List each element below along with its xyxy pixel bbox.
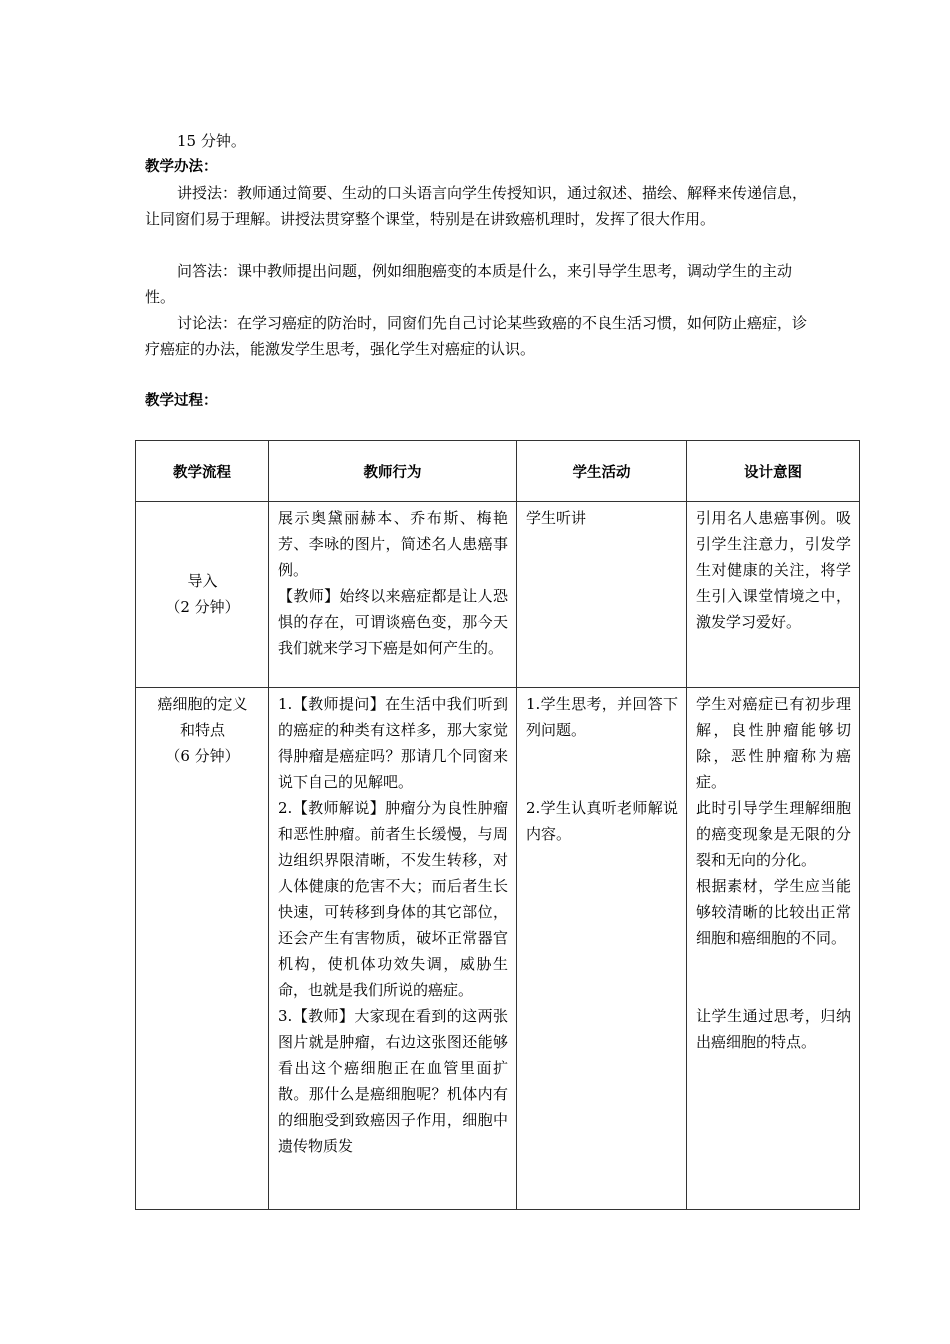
- intent-text: 此时引导学生理解细胞的癌变现象是无限的分裂和无向的分化。: [696, 799, 851, 869]
- header-student-activity: 学生活动: [517, 441, 687, 502]
- method-discussion: 讨论法：在学习癌症的防治时，同窗们先自己讨论某些致癌的不良生活习惯，如何防止癌症，诊疗癌症的办法，能激发学生思考，强化学生对癌症的认识。: [145, 314, 808, 358]
- student-text: 2.学生认真听老师解说内容。: [526, 799, 678, 843]
- table-header-row: [136, 441, 860, 502]
- student-text: 学生听讲: [526, 509, 587, 527]
- method-qa: 问答法：课中教师提出问题，例如细胞癌变的本质是什么，来引导学生思考，调动学生的主动性。: [145, 262, 793, 306]
- teacher-text: 3.【教师】大家现在看到的这两张图片就是肿瘤，右边这张图还能够看出这个癌细胞正在血管里面扩散。那什么是癌细胞呢？机体内有的细胞受到致癌因子作用，细胞中遗传物质发: [278, 1007, 508, 1155]
- duration-line: 15 分钟。: [177, 132, 246, 150]
- teaching-process-table: [135, 440, 860, 1210]
- intent-text: 让学生通过思考，归纳出癌细胞的特点。: [696, 1007, 851, 1051]
- student-text: 1.学生思考，并回答下列问题。: [526, 695, 678, 739]
- stage-label: 导入: [187, 572, 218, 590]
- student-cell: [517, 502, 687, 688]
- intent-text: 引用名人患癌事例。吸引学生注意力，引发学生对健康的关注，将学生引入课堂情境之中，激发学习爱好。: [696, 509, 851, 631]
- process-heading: 教学过程：: [145, 393, 218, 409]
- stage-cell: [136, 688, 269, 1210]
- intent-text: 学生对癌症已有初步理解，良性肿瘤能够切除，恶性肿瘤称为癌症。: [696, 695, 851, 791]
- student-cell: [517, 688, 687, 1210]
- intent-cell: [687, 502, 860, 688]
- method-lecture: 讲授法：教师通过简要、生动的口头语言向学生传授知识，通过叙述、描绘、解释来传递信息，让同窗们易于理解。讲授法贯穿整个课堂，特别是在讲致癌机理时，发挥了很大作用。: [145, 184, 808, 228]
- header-design-intent: 设计意图: [687, 441, 860, 502]
- header-teacher-behavior: 教师行为: [269, 441, 517, 502]
- table-row: [136, 502, 860, 688]
- stage-time: （6 分钟）: [165, 747, 240, 765]
- teacher-text: 展示奥黛丽赫本、乔布斯、梅艳芳、李咏的图片，简述名人患癌事例。: [278, 509, 508, 579]
- table-row: [136, 688, 860, 1210]
- header-flow: 教学流程: [136, 441, 269, 502]
- stage-label: 癌细胞的定义和特点: [157, 695, 248, 739]
- intent-cell: [687, 688, 860, 1210]
- teacher-text: 1.【教师提问】在生活中我们听到的癌症的种类有这样多，那大家觉得肿瘤是癌症吗？那请几个同窗来说下自己的见解吧。: [278, 695, 508, 791]
- intent-text: 根据素材，学生应当能够较清晰的比较出正常细胞和癌细胞的不同。: [696, 877, 851, 947]
- teacher-cell: [269, 688, 517, 1210]
- stage-cell: [136, 502, 269, 688]
- teacher-cell: [269, 502, 517, 688]
- methods-heading: 教学办法：: [145, 159, 218, 175]
- stage-time: （2 分钟）: [165, 598, 240, 616]
- teacher-text: 2.【教师解说】肿瘤分为良性肿瘤和恶性肿瘤。前者生长缓慢，与周边组织界限清晰，不发生转移，对人体健康的危害不大；而后者生长快速，可转移到身体的其它部位，还会产生有害物质，破坏正常器官机构，使机体功效失调，威胁生命，也就是我们所说的癌症。: [278, 799, 508, 999]
- teacher-text: 【教师】始终以来癌症都是让人恐惧的存在，可谓谈癌色变，那今天我们就来学习下癌是如何产生的。: [278, 587, 508, 657]
